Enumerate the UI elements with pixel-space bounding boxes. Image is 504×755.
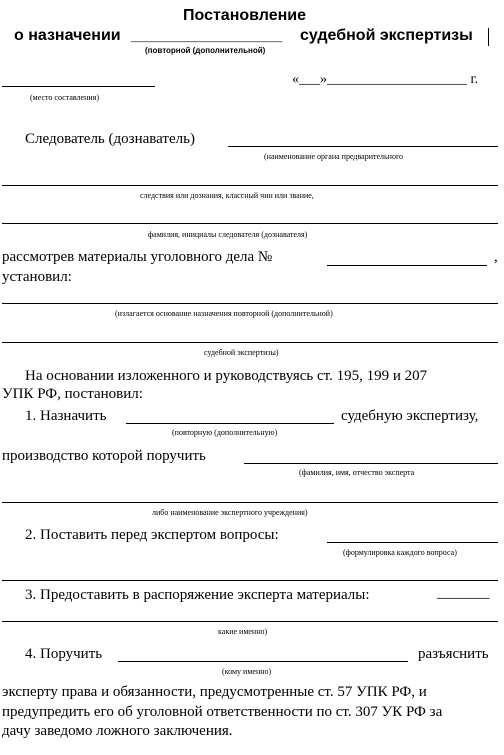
final-line-2: предупредить его об уголовной ответственности по ст. 307 УК РФ за <box>2 704 443 720</box>
subtitle-suffix: судебной экспертизы <box>300 27 473 44</box>
investigator-hint-3: фамилия, инициалы следователя (дознавателя) <box>148 230 308 239</box>
item1-line[interactable] <box>126 423 334 424</box>
final-line-1: эксперту права и обязанности, предусмотренные ст. 57 УПК РФ, и <box>2 684 427 700</box>
investigator-line-1[interactable] <box>228 146 498 147</box>
item2-line[interactable] <box>327 542 498 543</box>
subtitle-prefix: о назначении <box>14 27 121 44</box>
investigator-line-2[interactable] <box>2 185 498 186</box>
item3-hint: какие именно) <box>218 627 268 636</box>
item3-label: 3. Предоставить в распоряжение эксперта материалы: <box>25 587 370 603</box>
established-label: установил: <box>2 269 72 285</box>
basis-line-text-1: На основании изложенного и руководствуясь ст. 195, 199 и 207 <box>25 368 428 384</box>
assign-hint-1: (фамилия, имя, отчество эксперта <box>299 468 415 477</box>
place-line[interactable] <box>2 86 155 87</box>
investigator-line-3[interactable] <box>2 223 498 224</box>
item4-label: 4. Поручить <box>25 646 103 662</box>
item1-hint: (повторную (дополнительную) <box>172 428 278 437</box>
case-text: рассмотрев материалы уголовного дела № <box>2 249 273 265</box>
item3-line[interactable] <box>2 621 498 622</box>
subtitle-blank[interactable]: _________________ <box>131 27 283 44</box>
item4-suffix: разъяснить <box>418 646 489 662</box>
basis-line-2[interactable] <box>2 342 498 343</box>
subtitle-hint: (повторной (дополнительной) <box>145 46 266 55</box>
case-number-line[interactable] <box>327 265 487 266</box>
item2-hint: (формулировка каждого вопроса) <box>343 548 457 557</box>
item4-line[interactable] <box>118 661 408 662</box>
text-cursor <box>488 28 489 46</box>
date-field[interactable]: «___»____________________ г. <box>292 72 479 87</box>
final-line-3: дачу заведомо ложного заключения. <box>2 723 233 739</box>
item4-hint: (кому именно) <box>222 667 272 676</box>
item1-suffix: судебную экспертизу, <box>341 408 479 424</box>
case-comma: , <box>494 249 498 265</box>
assign-line-2[interactable] <box>2 502 498 503</box>
investigator-hint-2: следствия или дознания, классный чин или звание, <box>140 191 314 200</box>
assign-line-1[interactable] <box>244 463 498 464</box>
basis-line-text-2: УПК РФ, постановил: <box>2 386 143 402</box>
item1-label: 1. Назначить <box>25 408 107 424</box>
document-title: Постановление <box>183 7 307 24</box>
basis-line-1[interactable] <box>2 303 498 304</box>
place-hint: (место составления) <box>30 93 99 102</box>
basis-hint-1: (излагается основание назначения повторной (дополнительной) <box>115 309 333 318</box>
assign-hint-2: либо наименование экспертного учреждения) <box>152 508 308 517</box>
item3-blank[interactable]: _______ <box>437 585 490 601</box>
item2-line-2[interactable] <box>2 580 498 581</box>
assign-label: производство которой поручить <box>2 448 206 464</box>
basis-hint-2: судебной экспертизы) <box>204 348 279 357</box>
investigator-hint-1: (наименование органа предварительного <box>264 152 404 161</box>
investigator-label: Следователь (дознаватель) <box>25 131 195 147</box>
item2-label: 2. Поставить перед экспертом вопросы: <box>25 527 279 543</box>
